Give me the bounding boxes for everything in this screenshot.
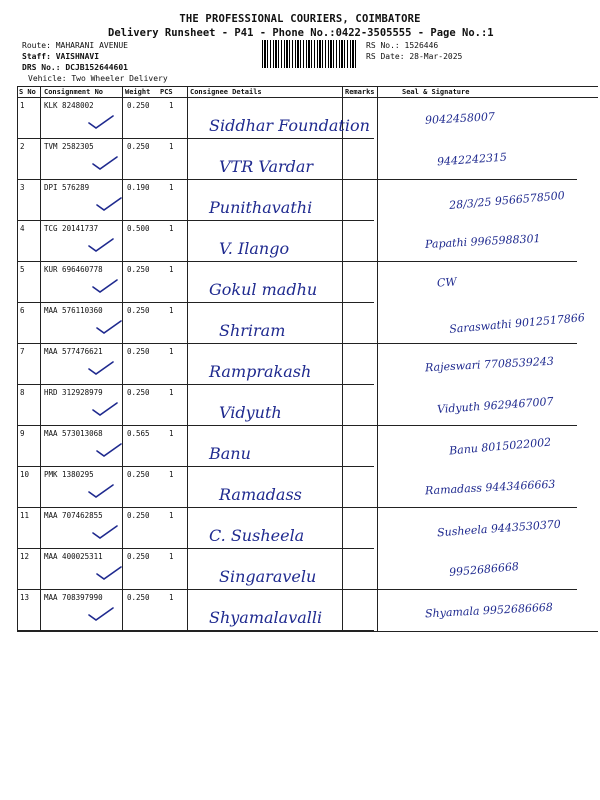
checkmark-icon (87, 237, 115, 253)
row-sno: 1 (20, 101, 25, 110)
col-header-pcs: PCS (160, 88, 173, 96)
table-row-rule (17, 384, 374, 385)
row-sno: 7 (20, 347, 25, 356)
row-consignment-no: MAA 577476621 (44, 347, 103, 356)
checkmark-icon (95, 319, 123, 335)
row-sno: 13 (20, 593, 30, 602)
col-header-sno: S No (19, 88, 36, 96)
table-row-rule (17, 343, 577, 344)
column-rule (342, 86, 343, 632)
row-signature: Susheela 9443530370 (436, 517, 562, 540)
row-sno: 11 (20, 511, 30, 520)
row-weight: 0.250 (127, 101, 150, 110)
row-signature: Rajeswari 7708539243 (424, 354, 555, 375)
row-consignment-no: MAA 576110360 (44, 306, 103, 315)
col-header-remarks: Remarks (345, 88, 375, 96)
route-label: Route: MAHARANI AVENUE (22, 41, 128, 50)
row-consignment-no: TVM 2582305 (44, 142, 94, 151)
row-weight: 0.500 (127, 224, 150, 233)
row-consignee: Shriram (219, 321, 286, 340)
vehicle-label: Vehicle: Two Wheeler Delivery (28, 74, 168, 83)
table-row-rule (17, 302, 374, 303)
row-sno: 5 (20, 265, 25, 274)
row-sno: 2 (20, 142, 25, 151)
table-row-rule (17, 220, 374, 221)
checkmark-icon (95, 442, 123, 458)
row-consignee: Banu (209, 444, 251, 463)
column-rule (122, 86, 123, 632)
row-consignee: Siddhar Foundation (209, 116, 370, 135)
row-sno: 12 (20, 552, 30, 561)
table-row-rule (17, 589, 577, 590)
row-consignment-no: DPI 576289 (44, 183, 90, 192)
row-weight: 0.250 (127, 306, 150, 315)
row-consignee: Gokul madhu (209, 280, 318, 299)
row-sno: 6 (20, 306, 25, 315)
row-pcs: 1 (169, 101, 174, 110)
row-signature: Shyamala 9952686668 (424, 600, 554, 621)
row-signature: Saraswathi 9012517866 (448, 311, 586, 336)
row-pcs: 1 (169, 265, 174, 274)
row-consignee: VTR Vardar (219, 157, 314, 176)
page-title: THE PROFESSIONAL COURIERS, COIMBATORE (179, 13, 421, 25)
row-pcs: 1 (169, 388, 174, 397)
table-row-rule (17, 138, 374, 139)
row-consignee: Shyamalavalli (209, 608, 323, 627)
row-weight: 0.250 (127, 265, 150, 274)
checkmark-icon (91, 524, 119, 540)
checkmark-icon (87, 114, 115, 130)
table-top-rule (17, 86, 598, 87)
row-consignee: Ramprakash (209, 362, 312, 381)
row-signature: 28/3/25 9566578500 (448, 188, 566, 213)
row-sno: 9 (20, 429, 25, 438)
row-signature: Vidyuth 9629467007 (436, 394, 554, 417)
row-pcs: 1 (169, 511, 174, 520)
row-consignment-no: KLK 8248002 (44, 101, 94, 110)
drs-number: DRS No.: DCJB152644601 (22, 63, 128, 72)
column-rule (17, 86, 18, 632)
checkmark-icon (91, 155, 119, 171)
row-consignee: Singaravelu (219, 567, 317, 586)
row-signature: Papathi 9965988301 (424, 231, 541, 252)
row-signature: CW (436, 275, 458, 290)
row-consignment-no: MAA 573013068 (44, 429, 103, 438)
rs-date: RS Date: 28-Mar-2025 (366, 52, 463, 61)
row-consignment-no: MAA 707462855 (44, 511, 103, 520)
row-pcs: 1 (169, 347, 174, 356)
row-consignment-no: TCG 20141737 (44, 224, 99, 233)
row-consignment-no: MAA 708397990 (44, 593, 103, 602)
row-pcs: 1 (169, 470, 174, 479)
row-signature: 9042458007 (424, 110, 496, 127)
row-weight: 0.250 (127, 470, 150, 479)
col-header-consignment: Consignment No (44, 88, 104, 96)
row-weight: 0.190 (127, 183, 150, 192)
row-sno: 3 (20, 183, 25, 192)
row-pcs: 1 (169, 183, 174, 192)
column-rule (377, 86, 378, 632)
row-weight: 0.250 (127, 593, 150, 602)
checkmark-icon (91, 401, 119, 417)
row-consignment-no: MAA 400025311 (44, 552, 103, 561)
row-weight: 0.250 (127, 552, 150, 561)
row-consignment-no: PMK 1380295 (44, 470, 94, 479)
checkmark-icon (95, 196, 123, 212)
row-weight: 0.250 (127, 511, 150, 520)
barcode-image (262, 40, 358, 68)
row-pcs: 1 (169, 429, 174, 438)
table-row-rule (17, 425, 577, 426)
header-bottom-rule (17, 97, 598, 98)
row-weight: 0.250 (127, 142, 150, 151)
table-row-rule (17, 261, 577, 262)
checkmark-icon (87, 360, 115, 376)
row-weight: 0.250 (127, 388, 150, 397)
checkmark-icon (91, 278, 119, 294)
row-signature: Banu 8015022002 (448, 435, 552, 458)
col-header-consignee: Consignee Details (190, 88, 262, 96)
row-pcs: 1 (169, 306, 174, 315)
row-consignment-no: KUR 696460778 (44, 265, 103, 274)
row-pcs: 1 (169, 142, 174, 151)
staff-label: Staff: VAISHNAVI (22, 52, 100, 61)
column-rule (40, 86, 41, 632)
row-sno: 4 (20, 224, 25, 233)
row-pcs: 1 (169, 224, 174, 233)
row-weight: 0.565 (127, 429, 150, 438)
row-weight: 0.250 (127, 347, 150, 356)
row-pcs: 1 (169, 593, 174, 602)
col-header-signature: Seal & Signature (402, 88, 470, 96)
table-row-rule (17, 548, 374, 549)
checkmark-icon (95, 565, 123, 581)
rs-number: RS No.: 1526446 (366, 41, 439, 50)
row-consignee: C. Susheela (209, 526, 305, 545)
checkmark-icon (87, 606, 115, 622)
row-signature: 9442242315 (436, 150, 508, 169)
table-bottom-rule (17, 631, 598, 632)
runsheet-subtitle: Delivery Runsheet - P41 - Phone No.:0422-3505555 - Page No.:1 (108, 27, 494, 39)
row-sno: 8 (20, 388, 25, 397)
row-pcs: 1 (169, 552, 174, 561)
row-sno: 10 (20, 470, 30, 479)
row-signature: 9952686668 (448, 559, 520, 580)
row-consignee: V. Ilango (219, 239, 290, 258)
table-row-rule (17, 466, 374, 467)
table-row-rule (17, 179, 577, 180)
row-consignment-no: HRD 312928979 (44, 388, 103, 397)
checkmark-icon (87, 483, 115, 499)
row-consignee: Punithavathi (209, 198, 313, 217)
col-header-weight: Weight (125, 88, 151, 96)
row-consignee: Vidyuth (219, 403, 282, 422)
table-row-rule (17, 507, 577, 508)
runsheet-table (17, 86, 598, 632)
column-rule (187, 86, 188, 632)
row-consignee: Ramadass (219, 485, 302, 504)
row-signature: Ramadass 9443466663 (424, 477, 556, 498)
